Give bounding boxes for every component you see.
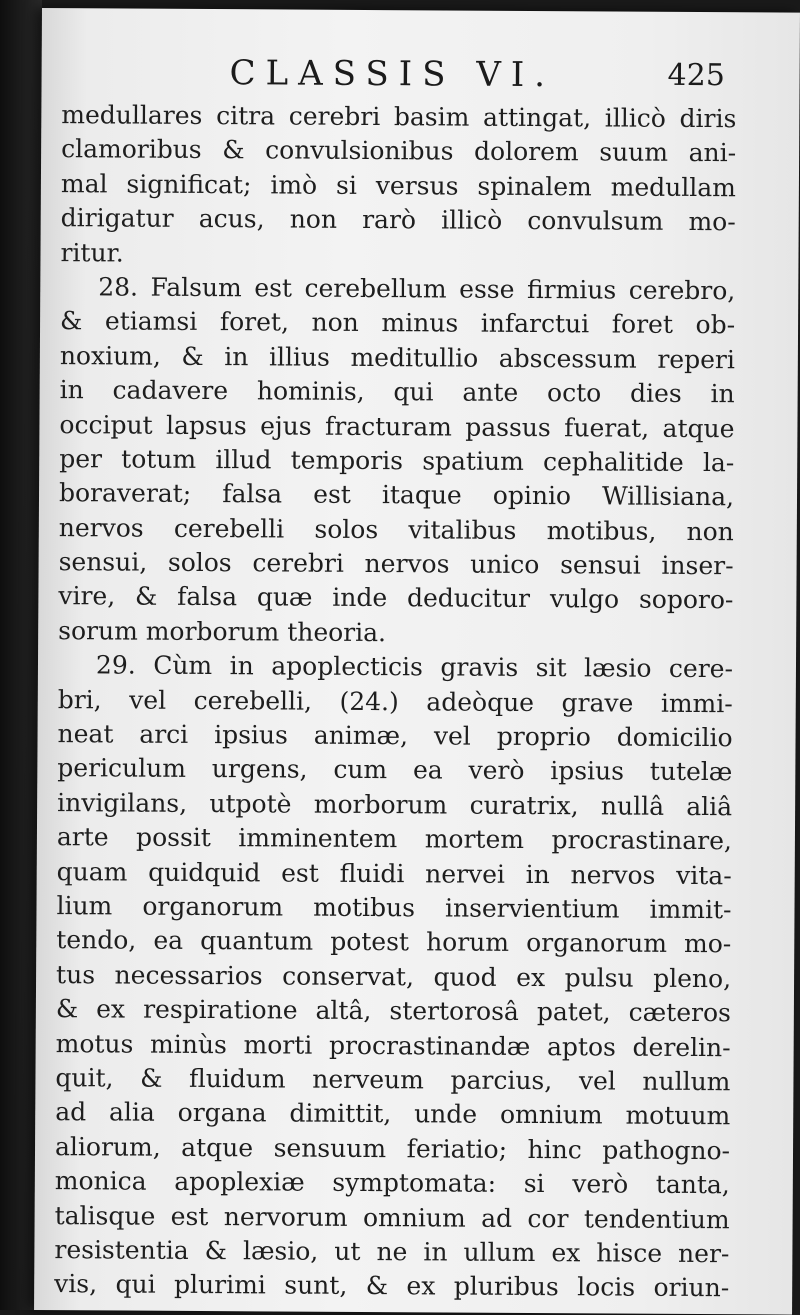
text-line: noxium, & in illius meditullio abscessum reperi	[59, 340, 735, 374]
text-line: vire, & falsa quæ inde deducitur vulgo soporo-	[58, 581, 734, 615]
text-line: in cadavere hominis, qui ante octo dies in	[59, 375, 735, 409]
text-line: arte possit imminentem mortem procrastinare,	[56, 822, 733, 856]
book-page	[34, 8, 800, 1315]
text-line: & ex respiratione altâ, stertorosâ patet, cæteros	[55, 994, 731, 1028]
text-line: bri, vel cerebelli, (24.) adeòque grave immi-	[57, 684, 733, 718]
running-head: CLASSIS VI.	[229, 53, 556, 96]
text-line: monica apoplexiæ symptomata: si verò tanta,	[54, 1166, 730, 1200]
text-line: lium organorum motibus inservientium immit-	[56, 891, 732, 925]
text-line: motus minùs morti procrastinandæ aptos derelin-	[55, 1028, 731, 1062]
text-line: quit, & fluidum nerveum parcius, vel nullum	[55, 1063, 731, 1097]
text-line: talisque est nervorum omnium ad cor tendentium	[54, 1200, 730, 1234]
text-line: tendo, ea quantum potest horum organorum mo-	[56, 925, 732, 959]
text-line: clamoribus & convulsionibus dolorem suum ani-	[61, 134, 737, 168]
text-line: resistentia & læsio, ut ne in ullum ex hisce ner-	[54, 1234, 730, 1269]
text-line: medullares citra cerebri basim attingat, illicò diris	[61, 100, 737, 134]
text-line: sorum morborum theoria.	[58, 615, 387, 647]
text-line: vis, qui plurimi sunt, & ex pluribus locis oriun-	[54, 1269, 730, 1303]
text-line: nervos cerebelli solos vitalibus motibus, non	[58, 512, 734, 546]
text-line: periculum urgens, cum ea verò ipsius tutelæ	[57, 753, 733, 787]
body-text	[54, 98, 736, 1306]
text-line: occiput lapsus ejus fracturam passus fuerat, atque	[59, 409, 735, 443]
page-header	[41, 52, 799, 105]
text-line: aliorum, atque sensuum feriatio; hinc pathogno-	[54, 1131, 731, 1165]
text-line: tus necessarios conservat, quod ex pulsu pleno,	[56, 959, 732, 993]
text-line: sensui, solos cerebri nervos unico sensui inser-	[58, 547, 734, 581]
text-line: boraverat; falsa est itaque opinio Willisiana,	[58, 478, 735, 512]
text-line: 29. Cùm in apoplecticis gravis sit læsio cere-	[95, 650, 734, 684]
text-line: per totum illud temporis spatium cephalitide la-	[59, 444, 735, 478]
text-line: invigilans, utpotè morborum curatrix, nullâ aliâ	[57, 787, 733, 822]
text-line: 28. Falsum est cerebellum esse firmius cerebro,	[98, 272, 736, 306]
text-line: & etiamsi foret, non minus infarctui foret ob-	[60, 306, 736, 340]
page-number: 425	[667, 57, 725, 94]
text-line: ad alia organa dimittit, unde omnium motuum	[55, 1097, 731, 1131]
text-line: quam quidquid est fluidi nervei in nervos vita-	[56, 856, 732, 890]
text-line: dirigatur acus, non rarò illicò convulsum mo-	[60, 203, 736, 237]
text-line: ritur.	[60, 237, 124, 268]
text-line: mal significat; imò si versus spinalem medullam	[60, 168, 737, 203]
text-line: neat arci ipsius animæ, vel proprio domicilio	[57, 719, 733, 753]
